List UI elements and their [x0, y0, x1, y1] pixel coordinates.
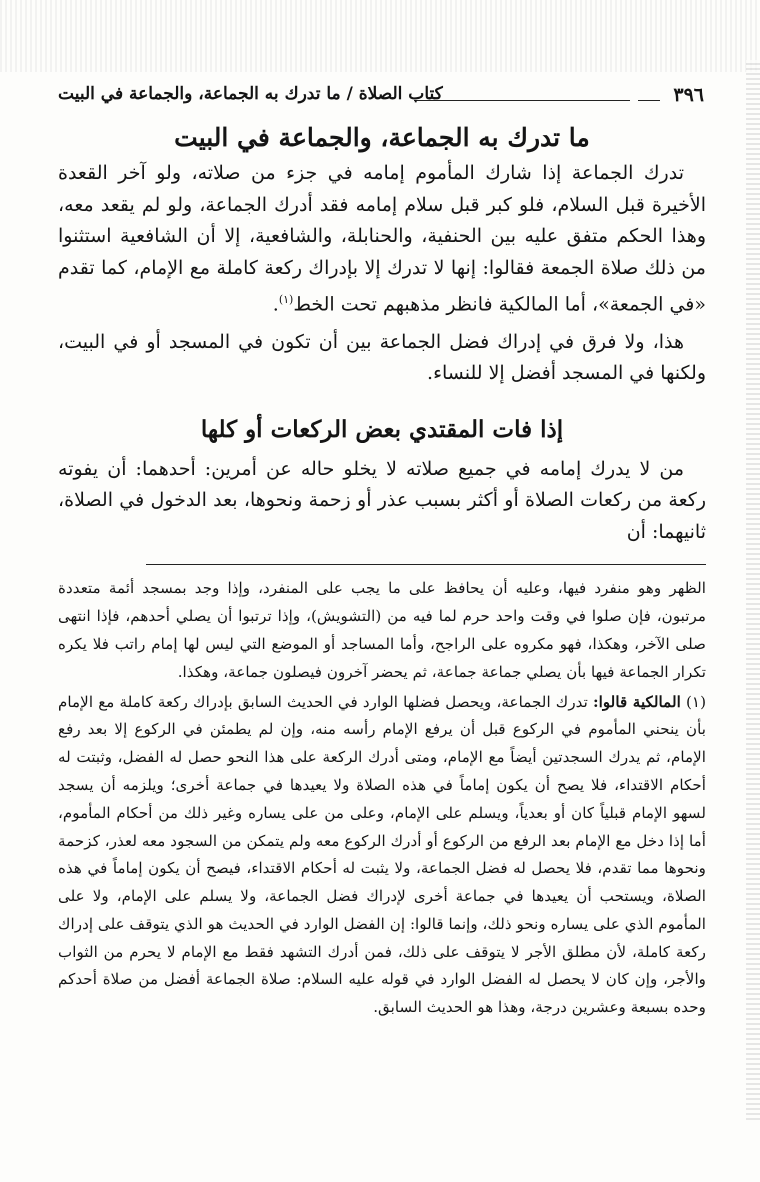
section-paragraph: تدرك الجماعة إذا شارك المأموم إمامه في جزء من صلاته، ولو آخر القعدة الأخيرة قبل السلام، فلو كبر قبل سلام إمامه فقد أدرك الجماعة، ولو لم يقعد معه، وهذا الحكم متفق عليه بين الحنفية، والحنابلة، والشافعية، إلا أن الشافعية استثنوا من ذلك صلاة الجمعة فقالوا: إنها لا تدرك إلا بإدراك ركعة كاملة مع الإمام، كما تقدم «في الجمعة»، أما المالكية فانظر مذهبهم تحت الخط$^{(١)}$.	[58, 162, 706, 316]
page-edge-top	[0, 0, 760, 72]
running-title: كتاب الصلاة / ما تدرك به الجماعة، والجماعة في البيت	[58, 84, 443, 104]
section-paragraph-2: هذا، ولا فرق في إدراك فضل الجماعة بين أن تكون في المسجد أو في البيت، ولكنها في المسجد أفضل إلا للنساء.	[58, 330, 706, 385]
section-title-2: إذا فات المقتدي بعض الركعات أو كلها	[200, 415, 564, 443]
footnote-lead: المالكية قالوا:	[593, 692, 681, 711]
section2-paragraph: من لا يدرك إمامه في جميع صلاته لا يخلو حاله عن أمرين: أحدهما: أن يفوته ركعة من ركعات الصلاة أو أكثر بسبب عذر أو زحمة ونحوها، بعد الدخول في الصلاة، ثانيهما: أن	[58, 457, 706, 543]
footnote-number: (١)	[685, 692, 707, 711]
footnote-continued: الظهر وهو منفرد فيها، وعليه أن يحافظ على ما يجب على المنفرد، وإذا وجد بمسجد أئمة متعددة مرتبون، فإن صلوا في وقت واحد حرم لما فيه من (التشويش)، وإذا ترتبوا أن يصلي أحدهم، فإذا انتهى صلى الآخر، وهكذا، فهو مكروه على الراجح، وأما المساجد أو الموضع التي ليس لها إمام راتب فلا يكره تكرار الجماعة فيها بأن يصلي جماعة جماعة، ثم يحضر آخرون فيصلون جماعة، وهكذا.	[58, 579, 706, 681]
footnote-separator	[146, 564, 706, 565]
footnote-1	[58, 689, 706, 1023]
header-rule	[414, 100, 630, 101]
book-page	[58, 84, 706, 1144]
page-edge-right	[746, 60, 760, 1120]
header-rule-right	[638, 100, 660, 101]
footnote-text: تدرك الجماعة، ويحصل فضلها الوارد في الحديث السابق بإدراك ركعة كاملة مع الإمام بأن ينحني المأموم في الركوع قبل أن يرفع الإمام رأسه منه، وإن لم يطمئن في الركوع إلا بعد رفع الإمام، ثم يدرك السجدتين أيضاً مع الإمام، ومتى أدرك الركعة على هذا النحو حصل له الفضل، وثبتت له أحكام الاقتداء، فلا يصح أن يكون إماماً في هذه الصلاة ولا يعيدها في جماعة أخرى؛ ويلزمه أن يسجد لسهو الإمام قبلياً كان أو بعدياً، ويسلم على الإمام، وعلى من على يساره وغير ذلك من أحكام المأموم، أما إذا دخل مع الإمام بعد الرفع من الركوع أو أدرك الركوع معه ولم يتمكن من السجود معه لعذر، كزحمة ونحوها مما تقدم، فلا يحصل له فضل الجماعة، ولا يثبت له أحكام الاقتداء، فيصح أن يكون إماماً في هذه الصلاة، ويستحب أن يعيدها في جماعة أخرى لإدراك فضل الجماعة، ولا يسلم على الإمام، ولا على المأموم الذي على يساره ونحو ذلك، وإنما قالوا: إن الفضل الوارد في الحديث هو الذي يتوقف على إدراك ركعة كاملة، لأن مطلق الأجر لا يتوقف على ذلك، فمن أدرك التشهد فقط مع الإمام لا يحرم من الثواب والأجر، وإن كان لا يحصل له الفضل الوارد في قوله عليه السلام: صلاة الجماعة أفضل من صلاة أحدكم وحده بسبعة وعشرين درجة، وهذا هو الحديث السابق.	[58, 692, 706, 1017]
footnote-reference: (١)	[278, 293, 294, 306]
page-number: ٣٩٦	[673, 84, 704, 106]
paragraph-text: تدرك الجماعة إذا شارك المأموم إمامه في جزء من صلاته، ولو آخر القعدة الأخيرة قبل السلام، فلو كبر قبل سلام إمامه فقد أدرك الجماعة، ولو لم يقعد معه، وهذا الحكم متفق عليه بين الحنفية، والحنابلة، والشافعية، إلا أن الشافعية استثنوا من ذلك صلاة الجمعة فقالوا: إنها لا تدرك إلا بإدراك ركعة كاملة مع الإمام، كما تقدم «في الجمعة»، أما المالكية فانظر مذهبهم تحت الخط	[58, 162, 706, 316]
section-title: ما تدرك به الجماعة، والجماعة في البيت	[174, 123, 590, 152]
running-header	[58, 84, 706, 114]
